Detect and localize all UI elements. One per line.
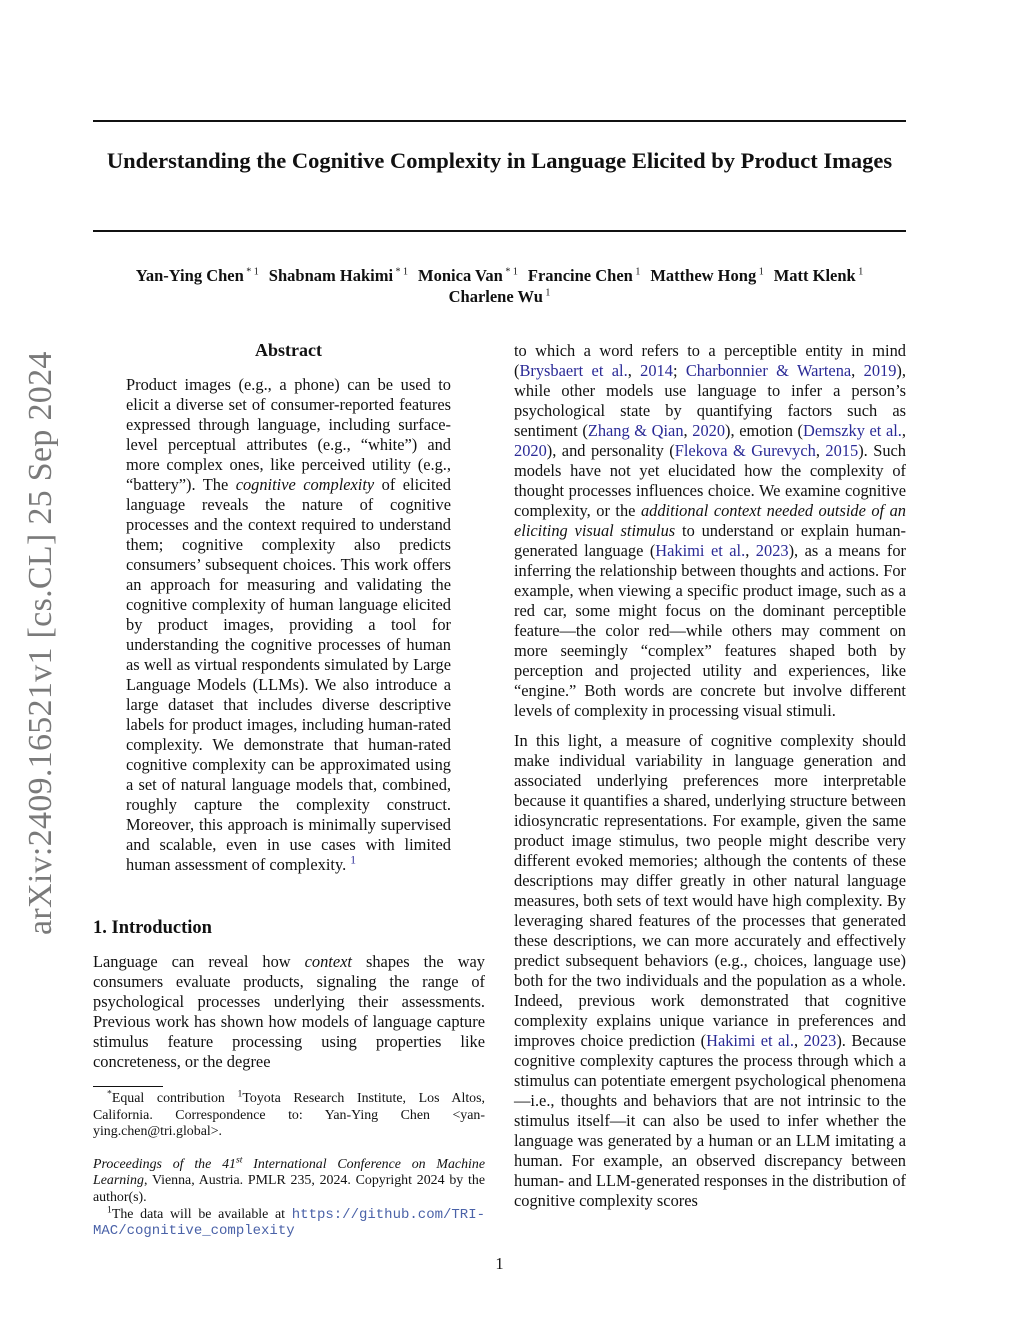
abstract-heading: Abstract [255, 340, 322, 360]
citation-link[interactable]: 2023 [803, 1031, 837, 1050]
body-text: ), as a means for inferring the relationship between thoughts and actions. For example, when viewing a specific product image, such as a red car, some might focus on the dominant perceptible feature—the color red—while others may comment on more seemingly “complex” features shaped both by perception and projected utility and experiences, like “engine.” Both words are concrete but involve different levels of complexity in processing visual stimuli. [514, 541, 906, 720]
author-affiliation-mark: * 1 [393, 266, 409, 278]
author [449, 287, 551, 306]
superscript-text: st [236, 1154, 243, 1166]
body-text: , [683, 421, 693, 440]
body-text: ). Because cognitive complexity captures the process through which a stimulus can potentiate emergent psychological phenomena—i.e., thoughts and behaviors that are not intrinsic to the stimulus itself—it can also be used to infer whether the language was generated by a human or an LLM imitating a human. For example, an observed discrepancy between human- and LLM-generated responses in the distribution of cognitive complexity scores [514, 1031, 906, 1210]
citation-link[interactable]: Zhang & Qian [587, 421, 684, 440]
author [418, 266, 518, 285]
introduction-heading: 1. Introduction [93, 918, 212, 938]
author-name: Charlene Wu [448, 287, 543, 306]
paper-title: Understanding the Cognitive Complexity in Language Elicited by Product Images [106, 148, 893, 173]
body-text: In this light, a measure of cognitive complexity should make individual variability in language generation and associated underlying preferences more interpretable because it quantifies a shared, underlying structure between idiosyncratic representations. For example, given the same product image stimulus, two people might describe very different evoked memories; although the contents of these descriptions may differ greatly in other natural language measures, both sets of text would have high complexity. By leveraging shared features of the processes that generated these descriptions, we can more accurately and effectively predict subsequent behaviors (e.g., choices, language use) both for the two individuals and the population as a whole. Indeed, previous work demonstrated that cognitive complexity explains unique variance in preferences and improves choice prediction ( [514, 731, 906, 1050]
citation-link[interactable]: Hakimi et al. [655, 541, 746, 560]
body-text: The data will be available at [111, 1206, 292, 1222]
footnote-rule [93, 1086, 163, 1087]
author-affiliation-mark: * 1 [243, 266, 259, 278]
author-affiliation-mark: 1 [756, 266, 764, 278]
top-rule [93, 120, 906, 122]
body-text: ), while other models use language to infer a person’s psychological state by quantifying factors such as sentiment ( [514, 361, 906, 440]
left-column [93, 339, 485, 1240]
citation-link[interactable]: 2020 [692, 421, 726, 440]
author-affiliation-mark: * 1 [502, 266, 518, 278]
paragraph [93, 952, 485, 1072]
right-column-body [514, 339, 906, 1240]
footnote-mark: 1 [107, 1203, 112, 1215]
body-text: ), emotion ( [725, 421, 803, 440]
author [650, 266, 763, 285]
footnotes [93, 1088, 485, 1240]
body-text: to which a word refers to a perceptible entity in mind ( [514, 341, 906, 380]
footnote-mark: * [107, 1088, 112, 1100]
citation-link[interactable]: Hakimi et al. [706, 1031, 794, 1050]
citation-link[interactable]: 2019 [863, 361, 897, 380]
citation-link[interactable]: Charbonnier & Wartena [685, 361, 852, 380]
author-name: Matthew Hong [650, 266, 757, 285]
title-bottom-rule [93, 230, 906, 232]
body-text: , [793, 1031, 804, 1050]
footnote-area [93, 1072, 485, 1240]
body-text: ). Such models have not yet elucidated how the complexity of thought processes influences choice. We examine cognitive complexity, or the [514, 441, 906, 520]
author [136, 266, 259, 285]
author-name: Francine Chen [527, 266, 633, 285]
body-text: of elicited language reveals the nature of cognitive processes and the context required to understand them; cognitive complexity also predicts consumers’ subsequent choices. This work offers an approach for measuring and validating the cognitive complexity of human language elicited by product images, providing a tool for understanding the cognitive processes of human as well as virtual respondents simulated by Large Language Models (LLMs). We also introduce a large dataset that includes diverse descriptive labels for product images, including human-rated complexity. We demonstrate that human-rated cognitive complexity can be approximated using a set of natural language models that, combined, roughly capture the complexity construct. Moreover, this approach is minimally supervised and scalable, even in use cases with limited human assessment of complexity. [126, 475, 451, 874]
citation-link[interactable]: 2015 [825, 441, 859, 460]
body-columns [93, 339, 906, 1240]
citation-link[interactable]: 2023 [755, 541, 789, 560]
citation-link[interactable]: Flekova & Gurevych [674, 441, 816, 460]
citation-link[interactable]: Demszky et al. [803, 421, 902, 440]
citation-link[interactable]: 2020 [514, 441, 547, 460]
body-text: ), and personality ( [546, 441, 675, 460]
body-text: shapes the way consumers evaluate products, signaling the range of psychological processes underlying their assessments. Previous work has shown how models of language capture stimulus feature processing using properties like concreteness, or the degree [93, 952, 486, 1071]
body-text: , [815, 441, 826, 460]
author-list [93, 265, 906, 307]
emphasis-text: Proceedings of the [93, 1156, 223, 1172]
body-text: Product images (e.g., a phone) can be used to elicit a diverse set of consumer-reported features expressed through language, including surface-level perceptual attributes (e.g., “white”) and more complex ones, like perceived utility (e.g., “battery”). The [126, 375, 451, 494]
author-name: Monica Van [418, 266, 503, 285]
citation-link[interactable]: Brysbaert et al. [519, 361, 628, 380]
author-name: Matt Klenk [773, 266, 856, 285]
body-text: Toyota Research Institute, Los Altos, California. Correspondence to: Yan-Ying Chen <yan-ying.chen@tri.global>. [93, 1091, 485, 1140]
abstract-body [126, 375, 451, 875]
body-text: ; [672, 361, 686, 380]
paragraph [514, 341, 906, 721]
author-name: Shabnam Hakimi [268, 266, 394, 285]
introduction-body [93, 952, 485, 1072]
footnote-proceedings [93, 1154, 485, 1207]
emphasis-text: context [304, 952, 352, 971]
body-text: , [901, 421, 906, 440]
paragraph [126, 375, 451, 875]
url-link[interactable]: https://github.com/TRI-MAC/cognitive_complexity [93, 1206, 485, 1240]
page-footer [93, 1254, 906, 1274]
author-affiliation-mark: 1 [855, 266, 864, 278]
body-text: , [851, 361, 864, 380]
author-affiliation-mark: 1 [632, 266, 641, 278]
footnote-mark: 1 [237, 1088, 243, 1100]
body-text: Language can reveal how [93, 952, 305, 971]
body-text: , Vienna, Austria. PMLR 235, 2024. Copyright 2024 by the author(s). [93, 1173, 485, 1205]
page-number: 1 [495, 1254, 504, 1273]
footnote-data-url [93, 1203, 485, 1240]
author [774, 266, 864, 285]
author [269, 266, 408, 285]
author-name: Yan-Ying Chen [135, 266, 244, 285]
author [528, 266, 640, 285]
emphasis-text: cognitive complexity [235, 475, 375, 494]
footnote-link[interactable]: 1 [350, 854, 357, 867]
body-text: to understand or explain human-generated language ( [514, 521, 907, 560]
body-text: Equal contribution [111, 1091, 238, 1106]
emphasis-text: additional context needed outside of an eliciting visual stimulus [514, 501, 906, 540]
emphasis-text: 41 [222, 1156, 236, 1172]
body-text: , [627, 361, 641, 380]
emphasis-text: International Conference on Machine Learning [93, 1156, 485, 1189]
citation-link[interactable]: 2014 [640, 361, 673, 380]
paragraph [514, 731, 906, 1211]
arxiv-stamp: arXiv:2409.16521v1 [cs.CL] 25 Sep 2024 [22, 351, 59, 935]
author-affiliation-mark: 1 [542, 287, 551, 299]
footnote-affiliation [93, 1088, 485, 1141]
body-text: , [745, 541, 756, 560]
